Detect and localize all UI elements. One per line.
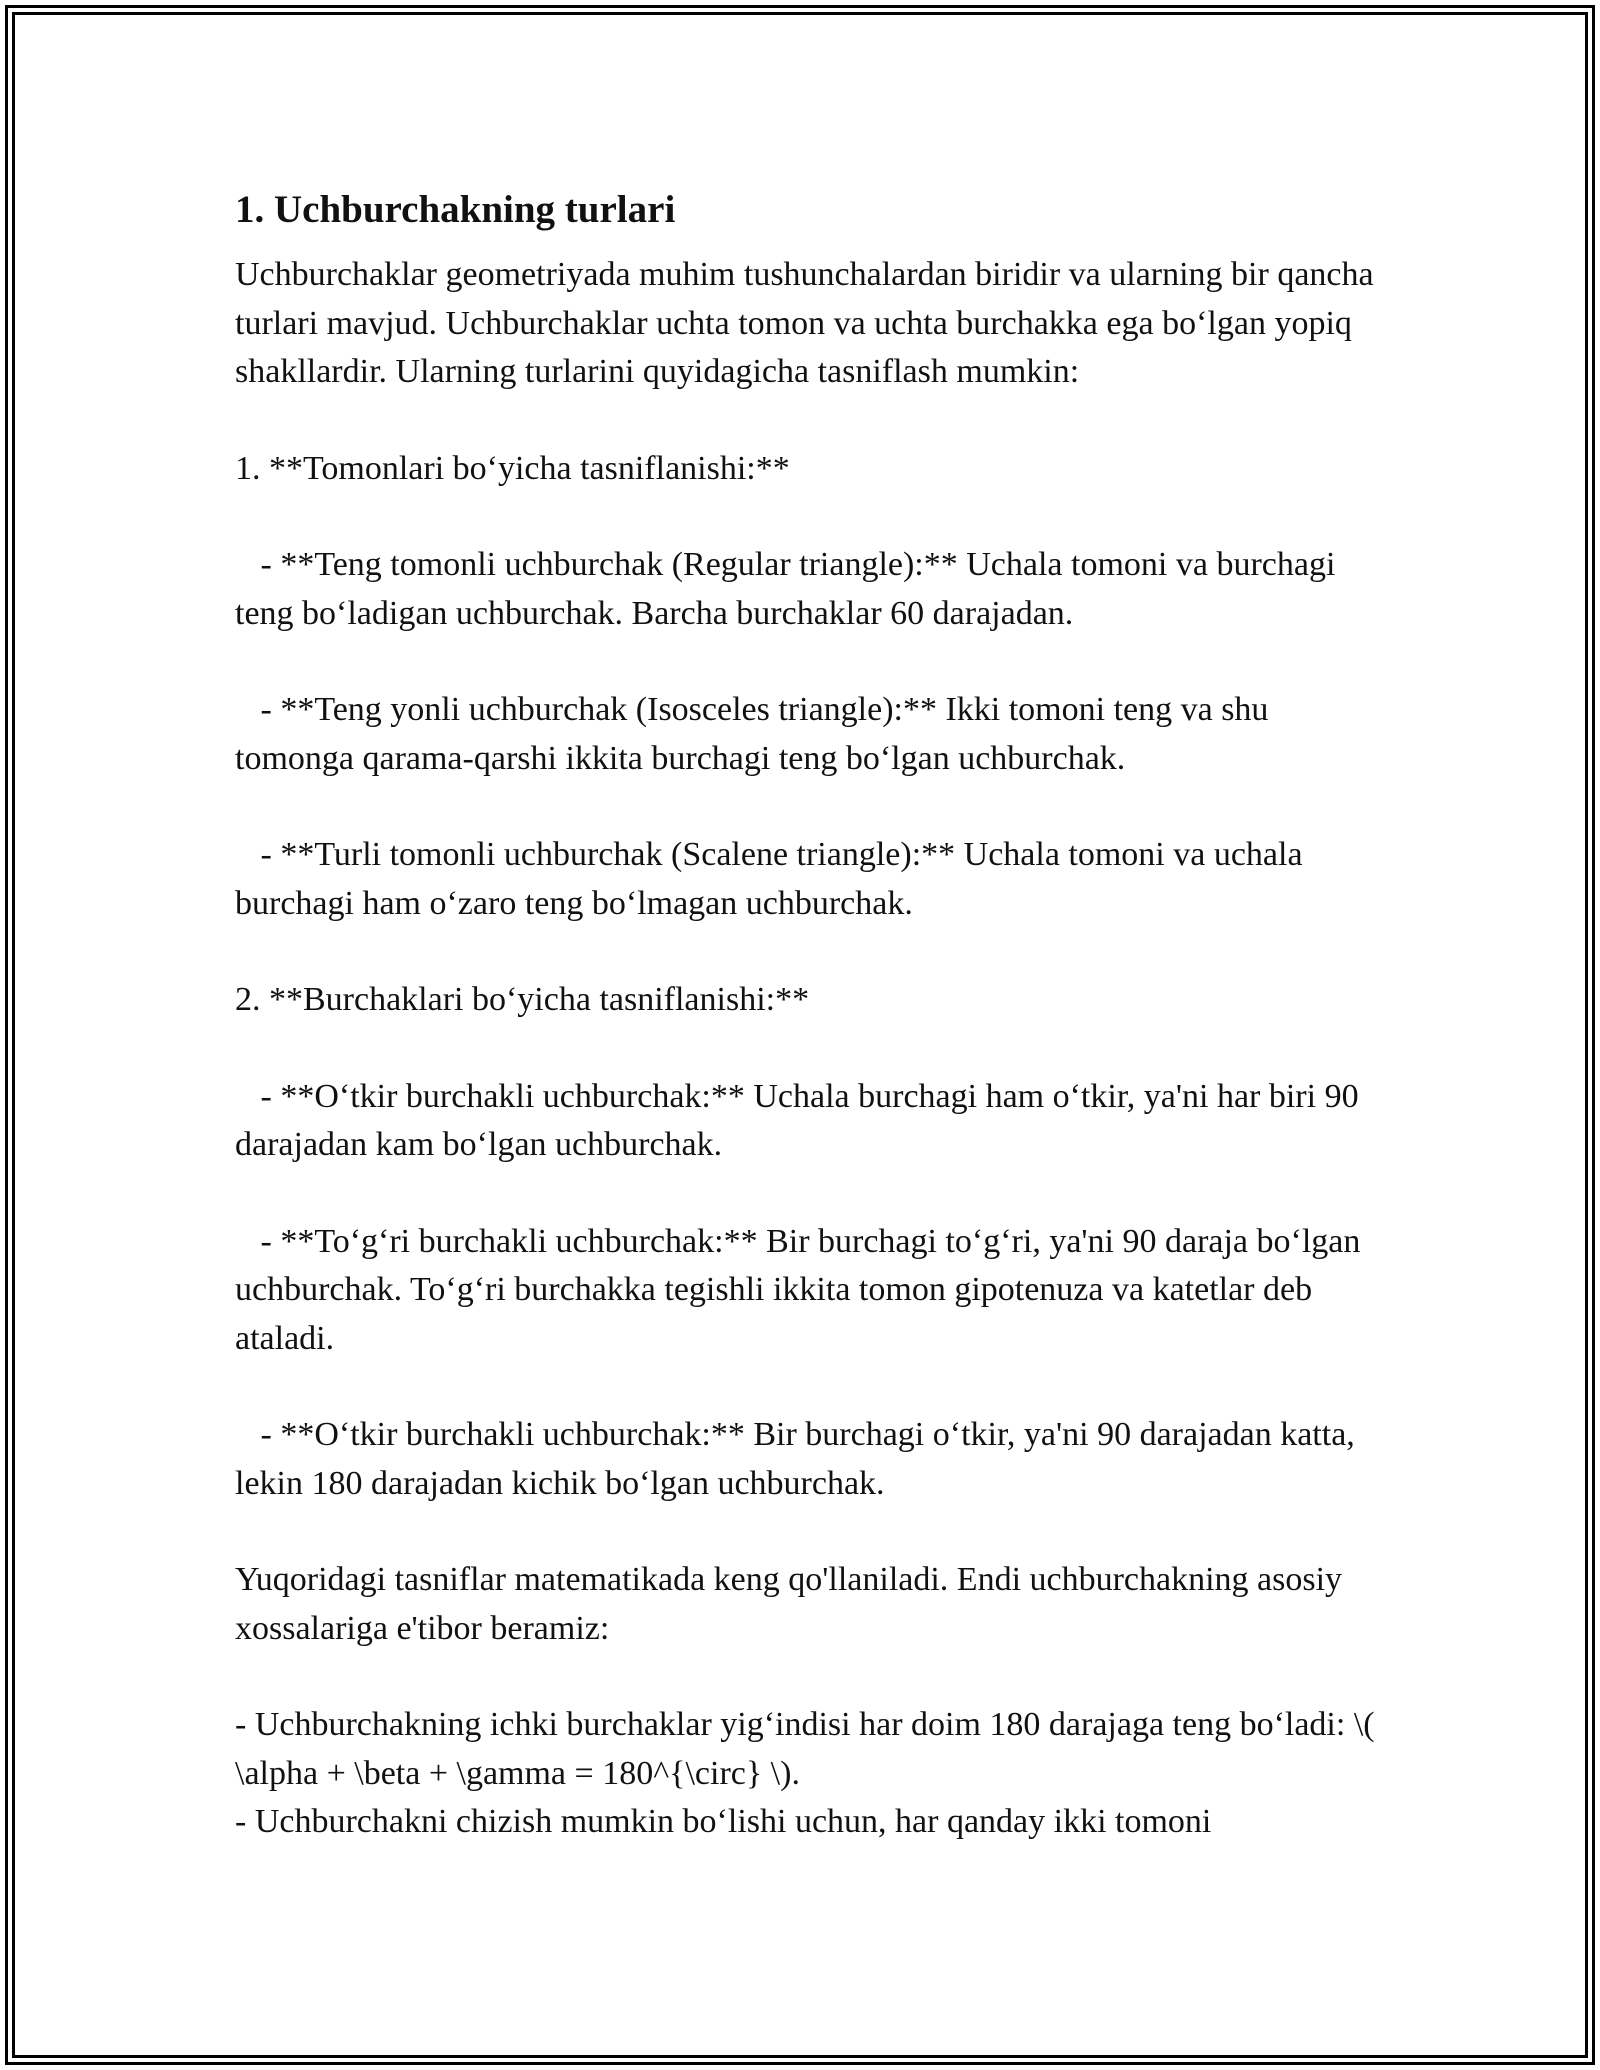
list-item-right-triangle: - **Toʻgʻri burchakli uchburchak:** Bir burchagi toʻgʻri, ya'ni 90 daraja boʻlgan uchburchak. Toʻgʻri burchakka tegishli ikkita tomon gipotenuza va katetlar deb ataladi. [235,1222,1369,1357]
list-item-angles-classification: 2. **Burchaklari boʻyicha tasniflanishi:** [235,981,810,1018]
properties-intro-paragraph: Yuqoridagi tasniflar matematikada keng qo'llaniladi. Endi uchburchakning asosiy xossalariga e'tibor beramiz: [235,1561,1351,1647]
property-angle-sum: - Uchburchakning ichki burchaklar yigʻindisi har doim 180 darajaga teng boʻladi: \( \alpha + \beta + \gamma = 180^{\circ} \). [235,1706,1384,1792]
section-heading: 1. Uchburchakning turlari [235,188,676,231]
list-item-sides-classification: 1. **Tomonlari boʻyicha tasniflanishi:** [235,449,790,487]
list-item-regular-triangle: - **Teng tomonli uchburchak (Regular triangle):** Uchala tomoni va burchagi teng boʻladigan uchburchak. Barcha burchaklar 60 darajadan. [235,546,1344,632]
intro-paragraph: Uchburchaklar geometriyada muhim tushunchalardan biridir va ularning bir qancha turlari mavjud. Uchburchaklar uchta tomon va uchta burchakka ega boʻlgan yopiq shakllardir. Ularning turlarini quyidagicha tasniflash mumkin: [235,256,1383,390]
property-triangle-inequality: - Uchburchakni chizish mumkin boʻlishi uchun, har qanday ikki tomoni [235,1803,1212,1840]
list-item-scalene-triangle: - **Turli tomonli uchburchak (Scalene triangle):** Uchala tomoni va uchala burchagi ham oʻzaro teng boʻlmagan uchburchak. [235,836,1312,922]
document-body [235,185,1384,1847]
list-item-isosceles-triangle: - **Teng yonli uchburchak (Isosceles triangle):** Ikki tomoni teng va shu tomonga qarama-qarshi ikkita burchagi teng boʻlgan uchburchak. [235,691,1277,777]
list-item-obtuse-triangle: - **Oʻtkir burchakli uchburchak:** Bir burchagi oʻtkir, ya'ni 90 darajadan katta, lekin 180 darajadan kichik boʻlgan uchburchak. [235,1416,1364,1502]
list-item-acute-triangle: - **Oʻtkir burchakli uchburchak:** Uchala burchagi ham oʻtkir, ya'ni har biri 90 darajadan kam boʻlgan uchburchak. [235,1077,1368,1163]
